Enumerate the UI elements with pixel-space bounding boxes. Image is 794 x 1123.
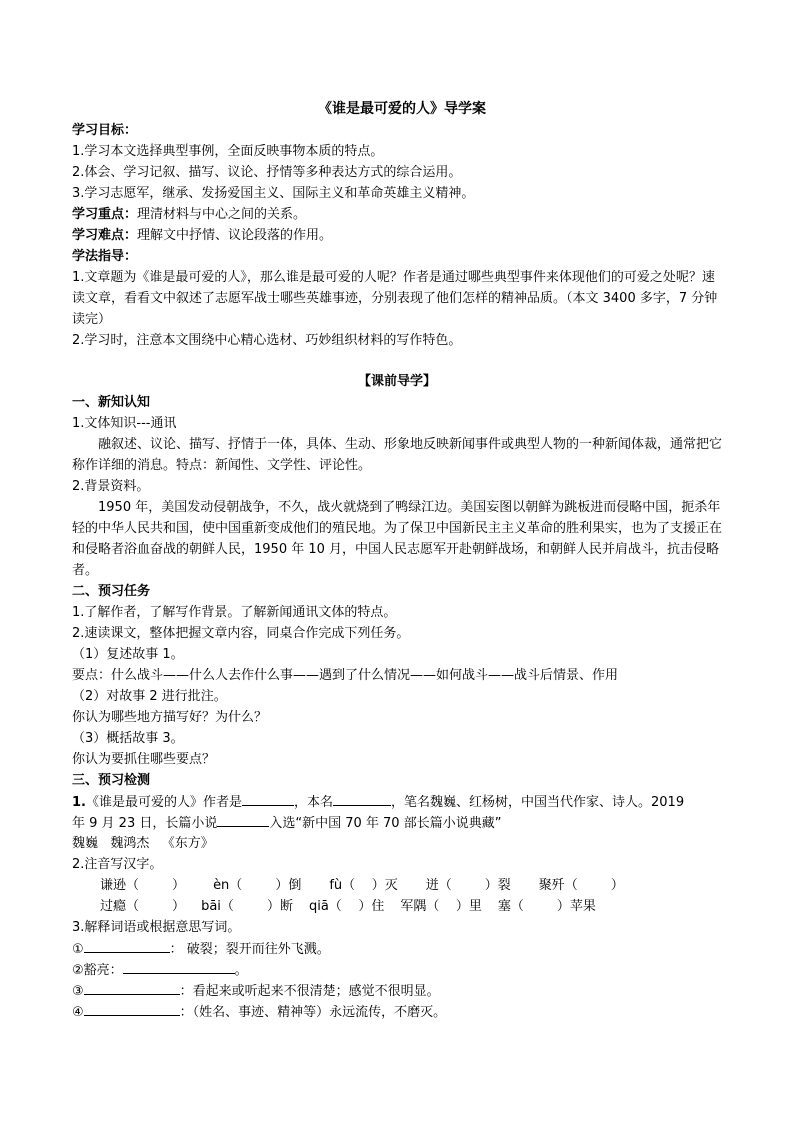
method-paragraph-2: 2.学习时，注意本文围绕中心精心选材、巧妙组织材料的写作特色。 xyxy=(72,333,462,348)
section-2-heading: 二、预习任务 xyxy=(72,584,151,599)
background-label: 2.背景资料。 xyxy=(72,479,150,494)
task-line-3: （1）复述故事 1。 xyxy=(72,647,184,662)
question-2: 2.注音写汉字。 xyxy=(72,857,163,872)
genre-description: 融叙述、议论、描写、抒情于一体，具体、生动、形象地反映新闻事件或典型人物的一种新闻体裁，通常把它称作详细的消息。特点：新闻性、文学性、评论性。 xyxy=(72,437,723,473)
key-point-label: 学习重点： xyxy=(72,207,138,222)
definition-2-end: 。 xyxy=(234,963,248,978)
difficulty-text: 理解文中抒情、议论段落的作用。 xyxy=(137,228,333,243)
definition-3-text: ：看起来或听起来不很清楚；感觉不很明显。 xyxy=(179,984,440,999)
pinyin-item[interactable]: qiā（ ）住 xyxy=(308,899,385,914)
difficulty-label: 学习难点： xyxy=(72,228,138,243)
definition-4-mark: ④ xyxy=(72,1005,84,1020)
definition-4-text: ：（姓名、事迹、精神等）永远流传，不磨灭。 xyxy=(179,1005,447,1020)
pinyin-row-2 xyxy=(72,896,722,917)
task-line-7: （3）概括故事 3。 xyxy=(72,731,184,746)
definition-2-label: ②豁亮： xyxy=(72,963,123,978)
key-point xyxy=(72,204,722,225)
pinyin-item[interactable]: 聚歼（ ） xyxy=(538,878,624,893)
pinyin-item[interactable]: 迸（ ）裂 xyxy=(425,878,511,893)
pinyin-item[interactable]: 军隅（ ）里 xyxy=(400,899,482,914)
question-1-text-d: 年 9 月 23 日，长篇小说 xyxy=(72,816,218,831)
pinyin-item[interactable]: 塞（ ）苹果 xyxy=(497,899,596,914)
pinyin-row-1 xyxy=(72,875,722,896)
question-1-line-2 xyxy=(72,812,722,833)
method-heading: 学法指导： xyxy=(72,249,138,264)
task-line-1: 1.了解作者，了解写作背景。了解新闻通讯文体的特点。 xyxy=(72,605,397,620)
goal-item-2: 2.体会、学习记叙、描写、议论、抒情等多种表达方式的综合运用。 xyxy=(72,165,462,180)
question-1-text-c: ，笔名魏巍、红杨树，中国当代作家、诗人。2019 xyxy=(391,795,685,810)
question-1-text-e: 入选“新中国 70 年 70 部长篇小说典藏” xyxy=(269,816,502,831)
goals-heading: 学习目标： xyxy=(72,123,138,138)
question-1-text-b: ，本名 xyxy=(294,795,334,810)
definition-3 xyxy=(72,980,722,1001)
task-line-6: 你认为哪些地方描写好？为什么？ xyxy=(72,710,268,725)
pinyin-item[interactable]: 谦逊（ ） xyxy=(100,878,186,893)
definition-4-blank[interactable] xyxy=(84,1001,180,1016)
preclass-heading: 【课前导学】 xyxy=(357,374,436,389)
document-title: 《谁是最可爱的人》导学案 xyxy=(318,101,486,117)
author-blank[interactable] xyxy=(242,791,294,806)
method-paragraph-1: 1.文章题为《谁是最可爱的人》，那么谁是最可爱的人呢？作者是通过哪些典型事件来体现他们的可爱之处呢？速读文章，看看文中叙述了志愿军战士哪些英雄事迹，分别表现了他们怎样的精神品质。（本文 3400 多字，7 分钟读完） xyxy=(72,270,718,327)
section-3-heading: 三、预习检测 xyxy=(72,773,151,788)
task-line-2: 2.速读课文，整体把握文章内容，同桌合作完成下列任务。 xyxy=(72,626,410,641)
pinyin-item[interactable]: bāi（ ）断 xyxy=(201,899,293,914)
question-1-answer: 魏巍 魏鸿杰 《东方》 xyxy=(72,836,214,851)
definition-1-text: ： 破裂；裂开而往外飞溅。 xyxy=(169,942,330,957)
novel-blank[interactable] xyxy=(217,812,269,827)
goal-item-1: 1.学习本文选择典型事例，全面反映事物本质的特点。 xyxy=(72,144,384,159)
pinyin-item[interactable]: èn（ ）倒 xyxy=(213,878,302,893)
definition-1 xyxy=(72,938,722,959)
question-3: 3.解释词语或根据意思写词。 xyxy=(72,920,241,935)
question-1-number: 1. xyxy=(72,795,86,810)
pinyin-item[interactable]: fù（ ）灭 xyxy=(329,878,398,893)
task-line-4: 要点：什么战斗——什么人去作什么事——遇到了什么情况——如何战斗——战斗后情景、作用 xyxy=(72,668,619,683)
task-line-8: 你认为要抓住哪些要点？ xyxy=(72,752,216,767)
definition-1-blank[interactable] xyxy=(84,938,170,953)
definition-1-mark: ① xyxy=(72,942,84,957)
definition-2-blank[interactable] xyxy=(123,959,235,974)
definition-4 xyxy=(72,1001,722,1022)
definition-3-blank[interactable] xyxy=(84,980,180,995)
section-1-heading: 一、新知认知 xyxy=(72,395,151,410)
task-line-5: （2）对故事 2 进行批注。 xyxy=(72,689,227,704)
definition-2 xyxy=(72,959,722,980)
question-1-line-1 xyxy=(72,791,722,812)
goal-item-3: 3.学习志愿军，继承、发扬爱国主义、国际主义和革命英雄主义精神。 xyxy=(72,186,475,201)
real-name-blank[interactable] xyxy=(333,791,391,806)
question-1-text-a: 《谁是最可爱的人》作者是 xyxy=(85,795,242,810)
background-paragraph: 1950 年，美国发动侵朝战争，不久，战火就烧到了鸭绿江边。美国妄图以朝鲜为跳板进而侵略中国，扼杀年轻的中华人民共和国，使中国重新变成他们的殖民地。为了保卫中国新民主主义革命的胜利果实，也为了支援正在和侵略者浴血奋战的朝鲜人民，1950 年 10 月，中国人民志愿军开赴朝鲜战场，和朝鲜人民并肩战斗，抗击侵略者。 xyxy=(72,500,723,578)
document-page xyxy=(72,98,722,1022)
pinyin-item[interactable]: 过瘾（ ） xyxy=(100,899,186,914)
genre-knowledge: 1.文体知识---通讯 xyxy=(72,416,177,431)
difficulty xyxy=(72,225,722,246)
definition-3-mark: ③ xyxy=(72,984,84,999)
key-point-text: 理清材料与中心之间的关系。 xyxy=(137,207,307,222)
